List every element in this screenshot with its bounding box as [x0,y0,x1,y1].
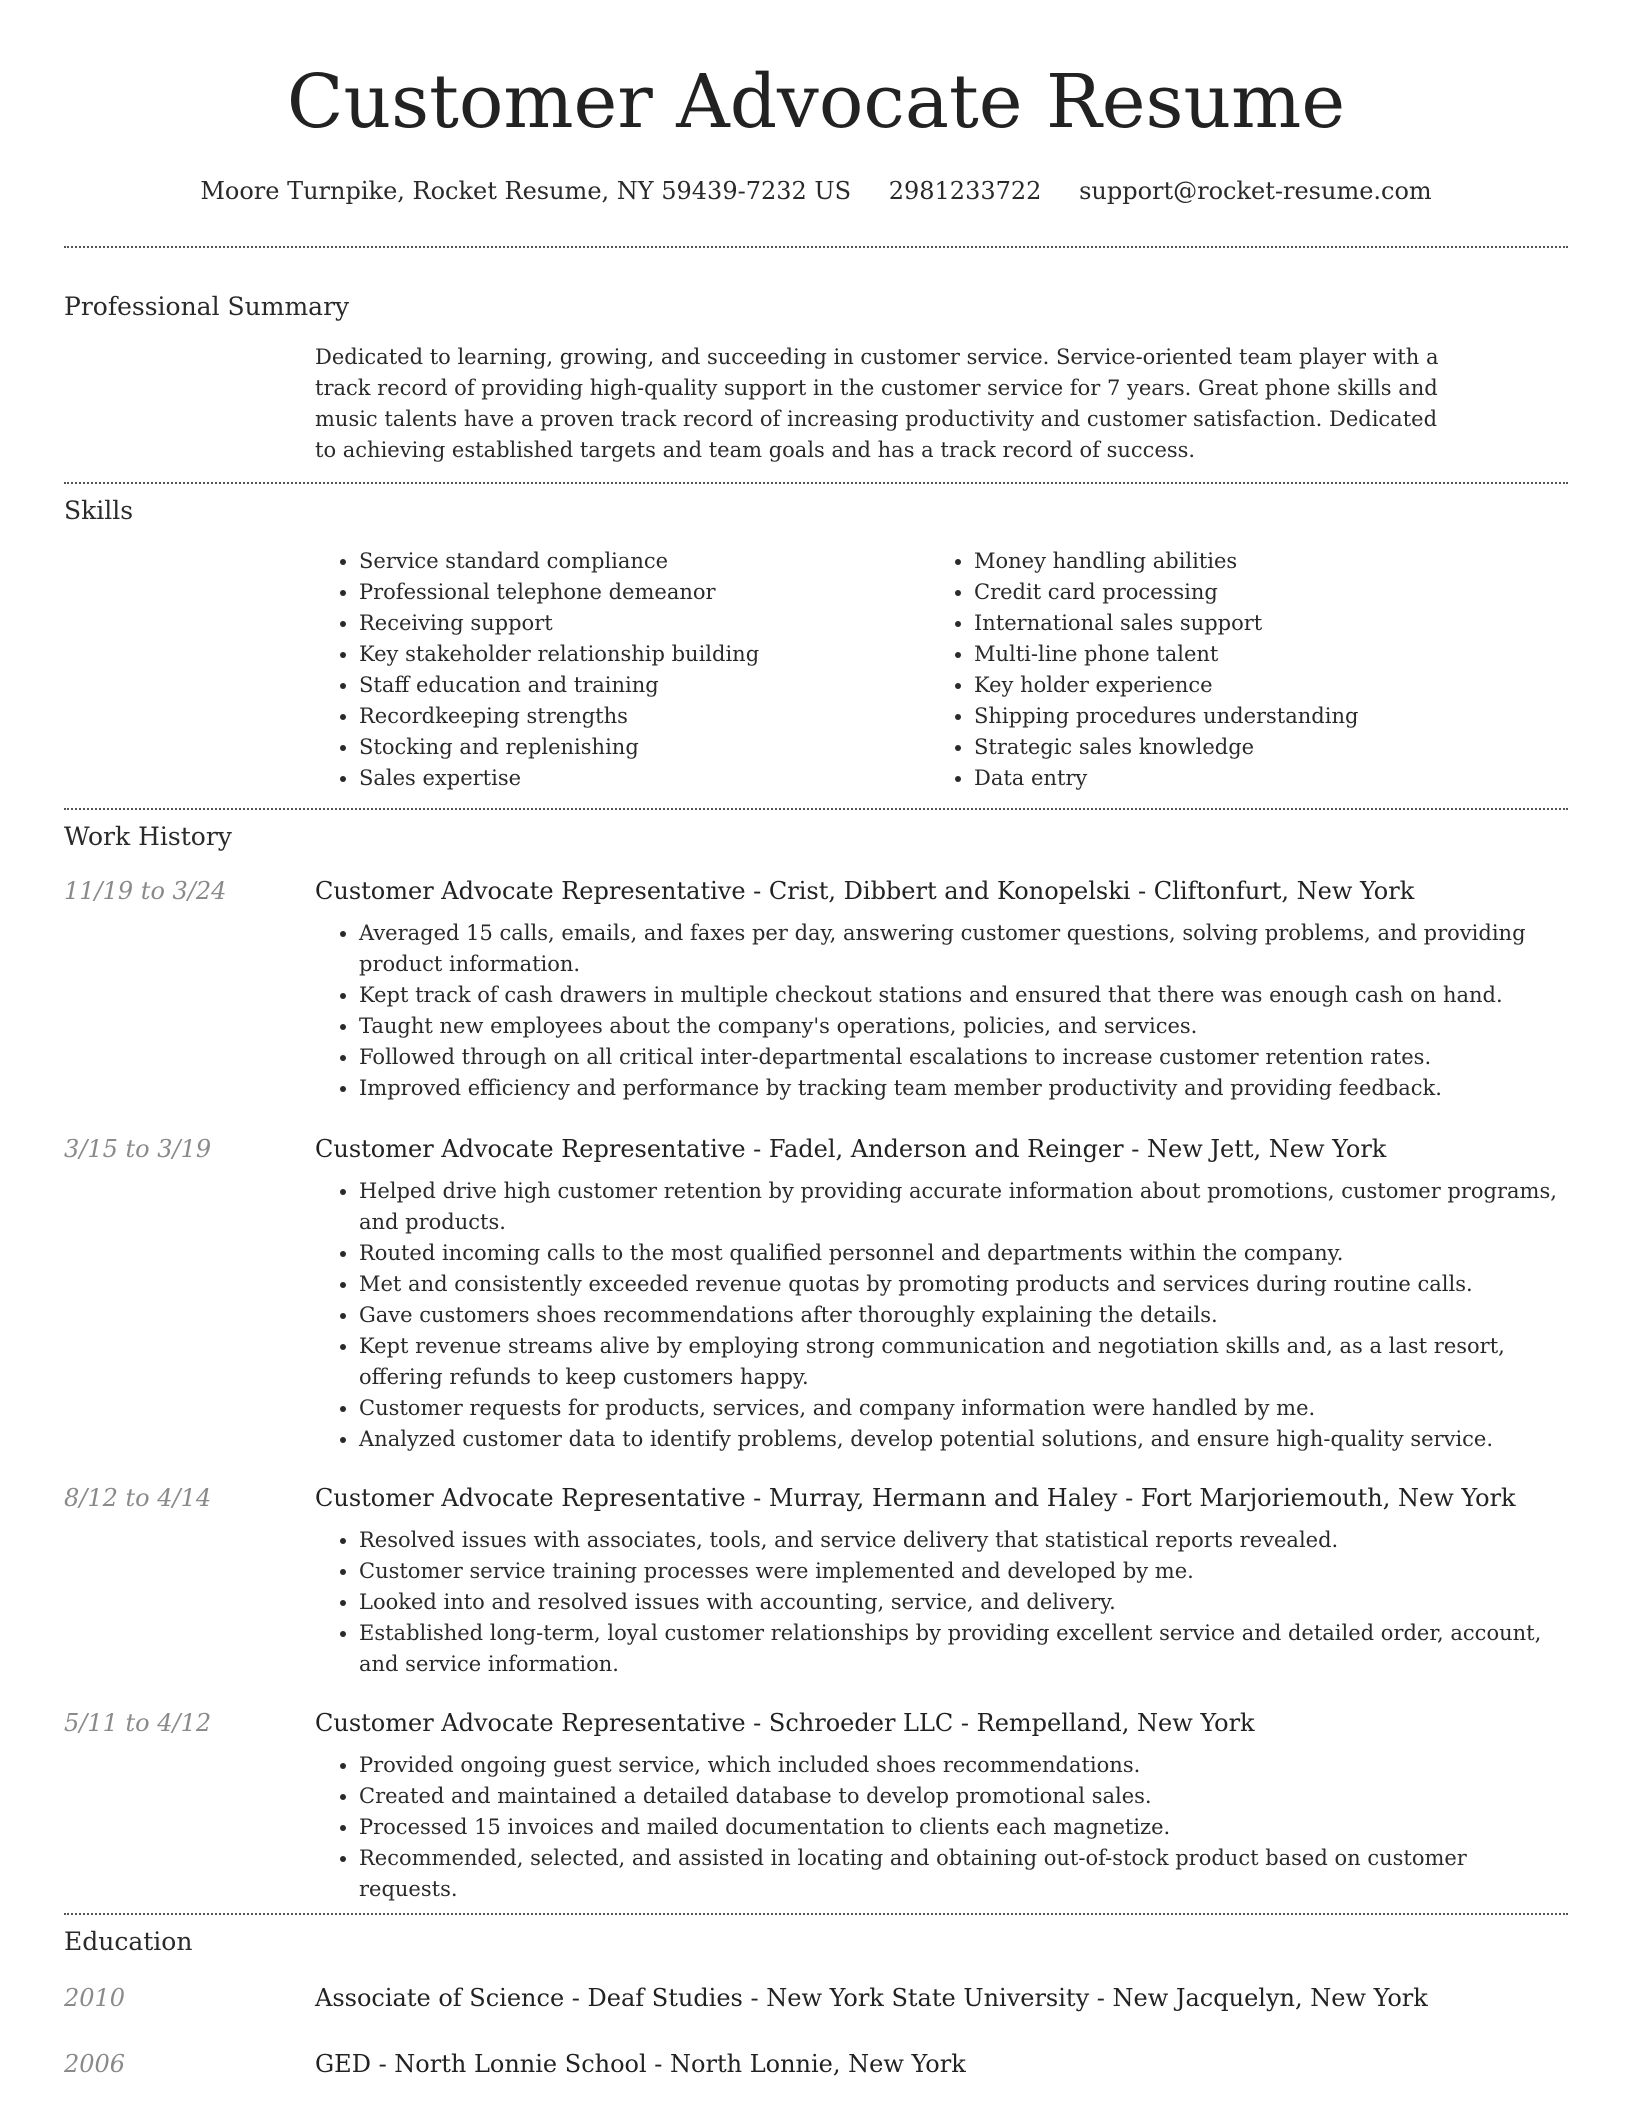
skills-list-left [315,546,930,794]
section-divider [64,1913,1568,1915]
work-history-section [64,820,1568,1913]
education-heading: Education [64,1927,193,1956]
job-bullet: • Taught new employees about the company's operations, policies, and services. [359,1011,1568,1042]
job-bullets [315,1525,1568,1680]
skill-item: • Stocking and replenishing [359,732,930,763]
skills-columns [315,546,1568,794]
education-year: 2006 [64,2050,126,2078]
summary-heading: Professional Summary [64,292,350,321]
job-details [315,874,1568,1104]
resume-title: Customer Advocate Resume [286,59,1346,145]
skill-item: • Shipping procedures understanding [974,701,1358,732]
job-bullet: • Routed incoming calls to the most qualified personnel and departments within the company. [359,1238,1568,1269]
skills-list-right [930,546,1358,794]
skill-item: • Strategic sales knowledge [974,732,1358,763]
job-entry [64,874,1568,1104]
job-bullets [315,1750,1568,1905]
job-bullet: • Kept revenue streams alive by employing strong communication and negotiation skills and, as a last resort, offering refunds to keep customers happy. [359,1331,1568,1393]
job-bullet: • Analyzed customer data to identify problems, develop potential solutions, and ensure high-quality service. [359,1424,1568,1455]
job-bullet: • Provided ongoing guest service, which included shoes recommendations. [359,1750,1568,1781]
section-divider [64,482,1568,484]
work-history-heading: Work History [64,822,232,851]
job-bullet: • Gave customers shoes recommendations after thoroughly explaining the details. [359,1300,1568,1331]
skill-item: • Professional telephone demeanor [359,577,930,608]
job-bullet: • Recommended, selected, and assisted in locating and obtaining out-of-stock product based on customer requests. [359,1843,1568,1905]
job-bullet: • Created and maintained a detailed database to develop promotional sales. [359,1781,1568,1812]
contact-address: Moore Turnpike, Rocket Resume, NY 59439-7232 US [200,177,852,205]
section-divider [64,808,1568,810]
job-entry [64,1132,1568,1455]
summary-text: Dedicated to learning, growing, and succeeding in customer service. Service-oriented team player with a track record of providing high-quality support in the customer service for 7 years. Great phone skills and music talents have a proven track record of increasing productivity and customer satisfaction. Dedicated to achieving established targets and team goals and has a track record of success. [315,345,1439,462]
job-bullet: • Customer requests for products, services, and company information were handled by me. [359,1393,1568,1424]
job-title: Customer Advocate Representative - Murray, Hermann and Haley - Fort Marjoriemouth, New York [315,1484,1516,1512]
education-entry [64,2047,1568,2081]
contact-line [64,174,1568,208]
skill-item: • Data entry [974,763,1358,794]
job-bullet: • Averaged 15 calls, emails, and faxes per day, answering customer questions, solving problems, and providing product information. [359,918,1568,980]
skill-item: • Service standard compliance [359,546,930,577]
job-bullet: • Helped drive high customer retention by providing accurate information about promotions, customer programs, and products. [359,1176,1568,1238]
skills-heading: Skills [64,496,134,525]
skill-item: • Key stakeholder relationship building [359,639,930,670]
education-entry [64,1981,1568,2015]
job-bullet: • Processed 15 invoices and mailed documentation to clients each magnetize. [359,1812,1568,1843]
job-entry [64,1481,1568,1680]
job-bullets [315,918,1568,1104]
job-bullet: • Met and consistently exceeded revenue quotas by promoting products and services during routine calls. [359,1269,1568,1300]
job-details [315,1481,1568,1680]
job-bullets [315,1176,1568,1455]
skill-item: • Key holder experience [974,670,1358,701]
job-bullet: • Kept track of cash drawers in multiple checkout stations and ensured that there was enough cash on hand. [359,980,1568,1011]
summary-section [64,290,1568,466]
job-date: 3/15 to 3/19 [64,1135,212,1163]
skill-item: • Receiving support [359,608,930,639]
education-section [64,1925,1568,2081]
job-details [315,1706,1568,1913]
skill-item: • Money handling abilities [974,546,1358,577]
education-details: Associate of Science - Deaf Studies - New York State University - New Jacquelyn, New York [315,1984,1428,2012]
skill-item: • International sales support [974,608,1358,639]
education-details: GED - North Lonnie School - North Lonnie, New York [315,2050,966,2078]
skill-item: • Multi-line phone talent [974,639,1358,670]
job-date: 8/12 to 4/14 [64,1484,212,1512]
contact-email: support@rocket-resume.com [1079,177,1432,205]
job-details [315,1132,1568,1455]
contact-phone: 2981233722 [888,177,1042,205]
skill-item: • Staff education and training [359,670,930,701]
job-bullet: • Customer service training processes were implemented and developed by me. [359,1556,1568,1587]
job-bullet: • Looked into and resolved issues with accounting, service, and delivery. [359,1587,1568,1618]
skill-item: • Credit card processing [974,577,1358,608]
skill-item: • Recordkeeping strengths [359,701,930,732]
education-year: 2010 [64,1984,126,2012]
job-title: Customer Advocate Representative - Schroeder LLC - Rempelland, New York [315,1709,1255,1737]
skills-section [64,494,1568,794]
job-title: Customer Advocate Representative - Crist, Dibbert and Konopelski - Cliftonfurt, New York [315,877,1415,905]
job-bullet: • Established long-term, loyal customer relationships by providing excellent service and detailed order, account, and service information. [359,1618,1568,1680]
job-bullet: • Resolved issues with associates, tools, and service delivery that statistical reports revealed. [359,1525,1568,1556]
job-title: Customer Advocate Representative - Fadel, Anderson and Reinger - New Jett, New York [315,1135,1387,1163]
skill-item: • Sales expertise [359,763,930,794]
job-bullet: • Followed through on all critical inter-departmental escalations to increase customer retention rates. [359,1042,1568,1073]
job-date: 5/11 to 4/12 [64,1709,212,1737]
job-bullet: • Improved efficiency and performance by tracking team member productivity and providing feedback. [359,1073,1568,1104]
job-date: 11/19 to 3/24 [64,877,227,905]
section-divider [64,246,1568,248]
job-entry [64,1706,1568,1913]
